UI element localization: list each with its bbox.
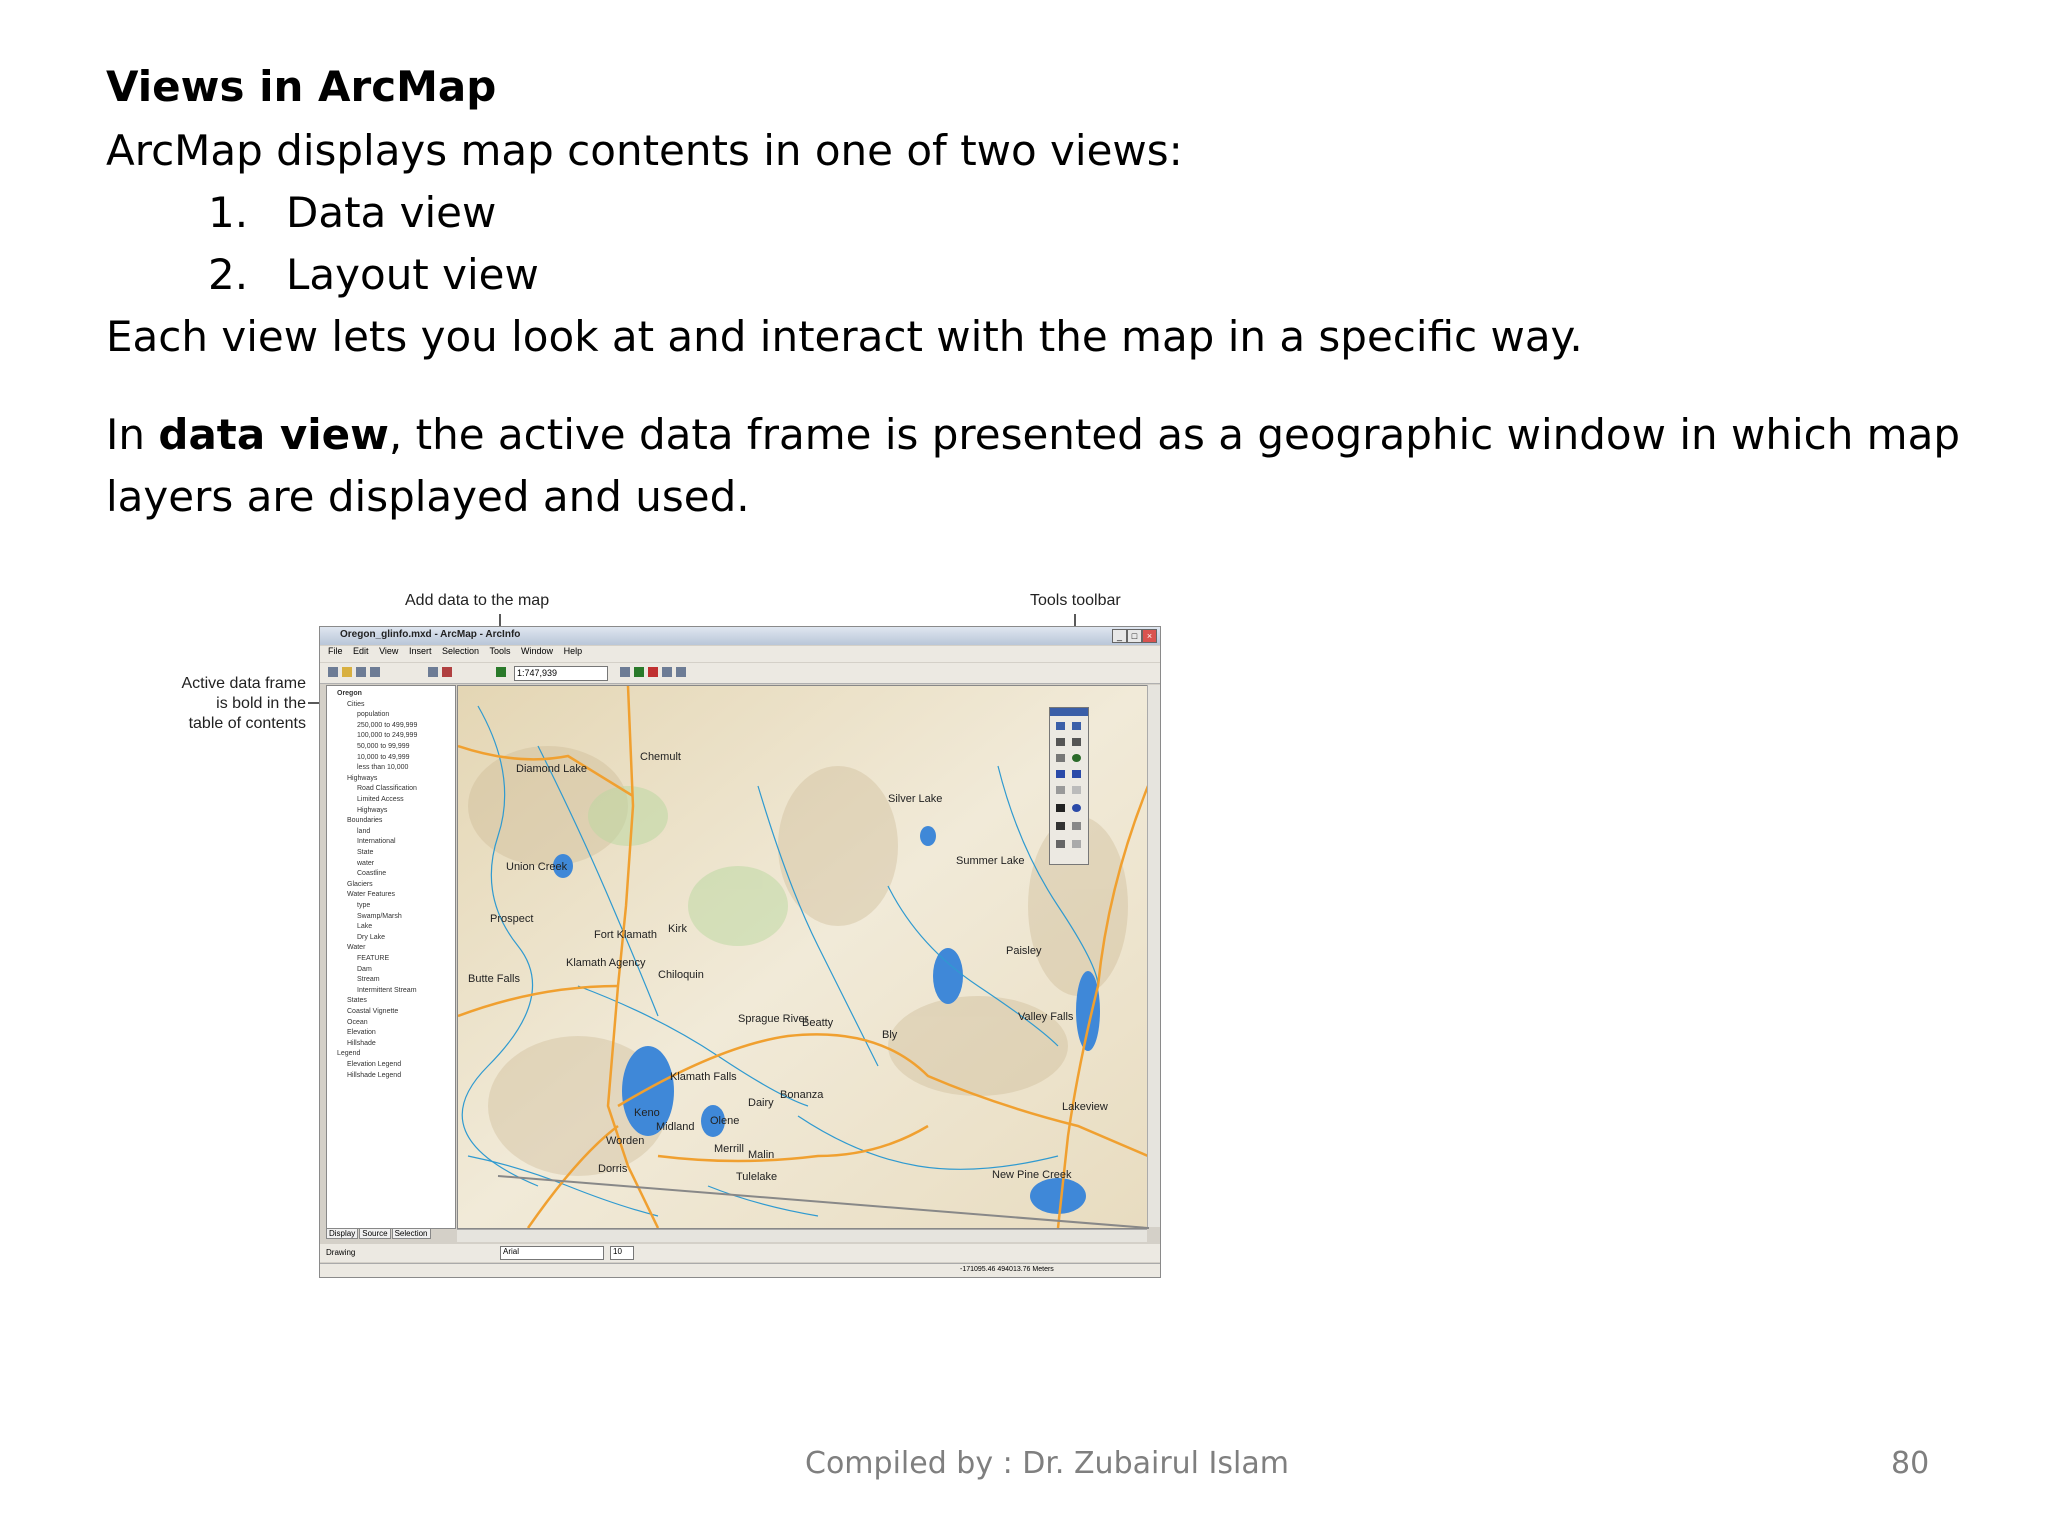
window-titlebar bbox=[320, 627, 1160, 645]
paste-icon[interactable] bbox=[428, 667, 438, 677]
close-button[interactable]: × bbox=[1142, 629, 1157, 643]
status-bar bbox=[320, 1263, 1160, 1277]
toc-row[interactable]: Road Classification bbox=[357, 785, 417, 793]
list-number-2: 2. bbox=[208, 250, 249, 299]
city-label: Prospect bbox=[490, 913, 534, 925]
city-label: Beatty bbox=[802, 1017, 834, 1029]
city-label: Union Creek bbox=[506, 861, 568, 873]
zoom-out-icon[interactable] bbox=[1072, 722, 1081, 730]
city-label: Silver Lake bbox=[888, 793, 943, 805]
city-label: Kirk bbox=[668, 923, 687, 935]
para-rest: , the active data frame is presented as a geographic window in which map layers are displayed and used. bbox=[106, 410, 1960, 521]
city-label: Lakeview bbox=[1062, 1101, 1108, 1113]
find-icon[interactable] bbox=[1056, 822, 1065, 830]
toc-row[interactable]: less than 10,000 bbox=[357, 764, 409, 772]
toc-row[interactable]: type bbox=[357, 902, 371, 909]
toc-row[interactable]: Highways bbox=[347, 774, 378, 782]
toc-row[interactable]: Coastline bbox=[357, 870, 387, 878]
city-label: Bonanza bbox=[780, 1089, 824, 1101]
toc-row[interactable]: Ocean bbox=[347, 1018, 368, 1026]
maximize-button[interactable]: □ bbox=[1127, 629, 1142, 643]
catalog-icon[interactable] bbox=[634, 667, 644, 677]
city-label: Valley Falls bbox=[1018, 1011, 1074, 1023]
map-canvas bbox=[458, 686, 1148, 1228]
toc-row[interactable]: Elevation Legend bbox=[347, 1061, 402, 1068]
city-label: Keno bbox=[634, 1107, 660, 1119]
back-arrow-icon[interactable] bbox=[1056, 770, 1065, 778]
city-label: Fort Klamath bbox=[594, 929, 657, 941]
para-prefix: In bbox=[106, 410, 159, 459]
toc-row[interactable]: Intermittent Stream bbox=[357, 986, 417, 994]
city-label: Worden bbox=[606, 1135, 645, 1147]
toc-row[interactable]: land bbox=[357, 827, 371, 835]
menu-edit[interactable]: Edit bbox=[353, 646, 369, 656]
toc-row[interactable]: FEATURE bbox=[357, 955, 390, 962]
add-data-icon[interactable] bbox=[496, 667, 506, 677]
font-size-select[interactable]: 10 bbox=[610, 1246, 634, 1260]
callout-active-frame-3: table of contents bbox=[188, 715, 306, 732]
save-icon[interactable] bbox=[356, 667, 366, 677]
toc-row[interactable]: 250,000 to 499,999 bbox=[357, 721, 418, 729]
toc-row[interactable]: Highways bbox=[357, 806, 388, 814]
clear-selection-icon[interactable] bbox=[1072, 786, 1081, 794]
pan-icon[interactable] bbox=[1056, 754, 1065, 762]
city-label: Dairy bbox=[748, 1097, 774, 1109]
tools-toolbar-palette bbox=[1049, 707, 1089, 865]
toc-row[interactable]: water bbox=[357, 859, 375, 867]
tab-display[interactable]: Display bbox=[326, 1228, 358, 1239]
zoom-in-icon[interactable] bbox=[1056, 722, 1065, 730]
slide-title: Views in ArcMap bbox=[106, 62, 497, 111]
whats-this-icon[interactable] bbox=[676, 667, 686, 677]
toc-row[interactable]: Swamp/Marsh bbox=[357, 912, 402, 920]
toc-row[interactable]: Boundaries bbox=[347, 817, 383, 825]
callout-active-frame-1: Active data frame bbox=[181, 675, 306, 692]
select-elements-icon[interactable] bbox=[1056, 804, 1065, 812]
footer-compiled-by: Compiled by : Dr. Zubairul Islam bbox=[805, 1446, 1289, 1481]
toc-row[interactable]: Hillshade bbox=[347, 1039, 376, 1047]
city-label: Olene bbox=[710, 1115, 740, 1127]
toc-row[interactable]: Hillshade Legend bbox=[347, 1071, 402, 1079]
toc-row[interactable]: Cities bbox=[347, 700, 365, 708]
city-label: Klamath Agency bbox=[566, 957, 646, 969]
menu-file[interactable]: File bbox=[328, 646, 343, 656]
toc-row[interactable]: Coastal Vignette bbox=[347, 1008, 399, 1015]
page-number: 80 bbox=[1891, 1446, 1930, 1481]
hyperlink-icon[interactable] bbox=[1072, 840, 1081, 848]
command-line-icon[interactable] bbox=[662, 667, 672, 677]
delete-icon[interactable] bbox=[442, 667, 452, 677]
city-label: Diamond Lake bbox=[516, 763, 587, 775]
new-icon[interactable] bbox=[328, 667, 338, 677]
forward-arrow-icon[interactable] bbox=[1072, 770, 1081, 778]
city-label: Butte Falls bbox=[468, 973, 520, 985]
tools-palette-header[interactable] bbox=[1050, 708, 1088, 716]
city-label: Summer Lake bbox=[956, 855, 1025, 867]
identify-icon[interactable] bbox=[1072, 804, 1081, 812]
city-label: Klamath Falls bbox=[670, 1071, 737, 1083]
toc-row[interactable]: Oregon bbox=[337, 690, 362, 697]
toc-row[interactable]: State bbox=[357, 849, 374, 856]
toc-row[interactable]: International bbox=[357, 838, 396, 846]
editor-icon[interactable] bbox=[620, 667, 630, 677]
callout-active-frame-2: is bold in the bbox=[216, 695, 306, 712]
city-label: Chiloquin bbox=[658, 969, 704, 981]
toolbox-icon[interactable] bbox=[648, 667, 658, 677]
minimize-button[interactable]: _ bbox=[1112, 629, 1127, 643]
tab-source[interactable]: Source bbox=[359, 1228, 390, 1239]
city-label: Merrill bbox=[714, 1143, 744, 1155]
intro-text: ArcMap displays map contents in one of two views: bbox=[106, 126, 1183, 175]
toc-row[interactable]: 10,000 to 49,999 bbox=[357, 753, 410, 761]
toc-row[interactable]: Water bbox=[347, 944, 366, 952]
city-label: Chemult bbox=[640, 751, 681, 763]
map-scale-input[interactable]: 1:747,939 bbox=[514, 666, 608, 681]
drawing-menu[interactable]: Drawing bbox=[326, 1248, 356, 1257]
toc-row[interactable]: Glaciers bbox=[347, 880, 373, 888]
each-view-text: Each view lets you look at and interact with the map in a specific way. bbox=[106, 312, 1583, 361]
toc-row[interactable]: population bbox=[357, 711, 390, 719]
city-label: New Pine Creek bbox=[992, 1169, 1072, 1181]
menu-tools[interactable]: Tools bbox=[489, 646, 511, 656]
select-features-icon[interactable] bbox=[1056, 786, 1065, 794]
full-extent-icon[interactable] bbox=[1072, 754, 1081, 762]
para-bold-term: data view bbox=[158, 410, 389, 459]
list-item-data-view: Data view bbox=[286, 188, 497, 237]
toc-row[interactable]: Stream bbox=[357, 976, 380, 984]
toc-row[interactable]: Water Features bbox=[347, 891, 395, 899]
toc-row[interactable]: Elevation bbox=[347, 1029, 376, 1037]
menu-view[interactable]: View bbox=[379, 646, 399, 656]
coordinate-readout: -171095.46 494013.76 Meters bbox=[960, 1266, 1054, 1273]
toc-row[interactable]: 100,000 to 249,999 bbox=[357, 732, 418, 740]
menu-help[interactable]: Help bbox=[563, 646, 583, 656]
city-label: Paisley bbox=[1006, 945, 1042, 957]
toc-row[interactable]: Legend bbox=[337, 1050, 361, 1058]
toc-row[interactable]: States bbox=[347, 997, 367, 1005]
measure-icon[interactable] bbox=[1056, 840, 1065, 848]
city-label: Bly bbox=[882, 1029, 898, 1041]
toc-row[interactable]: Dam bbox=[357, 965, 372, 973]
city-label: Malin bbox=[748, 1149, 775, 1161]
window-title: Oregon_glinfo.mxd - ArcMap - ArcInfo bbox=[340, 629, 521, 640]
fixed-zoom-out-icon[interactable] bbox=[1072, 738, 1081, 746]
toc-row[interactable]: Lake bbox=[357, 923, 373, 931]
open-icon[interactable] bbox=[342, 667, 352, 677]
toc-row[interactable]: 50,000 to 99,999 bbox=[357, 743, 410, 750]
menu-insert[interactable]: Insert bbox=[408, 646, 432, 656]
drawing-toolbar bbox=[320, 1244, 1160, 1262]
city-label: Tulelake bbox=[736, 1171, 778, 1183]
fixed-zoom-in-icon[interactable] bbox=[1056, 738, 1065, 746]
print-icon[interactable] bbox=[370, 667, 380, 677]
map-display[interactable] bbox=[457, 685, 1149, 1229]
callout-add-data: Add data to the map bbox=[405, 592, 550, 609]
go-to-xy-icon[interactable] bbox=[1072, 822, 1081, 830]
menu-bar bbox=[320, 646, 1160, 662]
toc-row[interactable]: Limited Access bbox=[357, 796, 404, 803]
city-label: Midland bbox=[656, 1121, 695, 1133]
font-name-select[interactable]: Arial bbox=[500, 1246, 604, 1260]
table-of-contents bbox=[326, 685, 456, 1229]
menu-window[interactable]: Window bbox=[521, 646, 554, 656]
list-number-1: 1. bbox=[208, 188, 249, 237]
tab-selection[interactable]: Selection bbox=[392, 1228, 431, 1239]
standard-toolbar bbox=[320, 663, 1160, 684]
list-item-layout-view: Layout view bbox=[286, 250, 539, 299]
toc-tabs bbox=[326, 1229, 454, 1243]
map-vertical-scrollbar[interactable] bbox=[1147, 685, 1160, 1227]
menu-selection[interactable]: Selection bbox=[441, 646, 479, 656]
map-horizontal-scrollbar[interactable] bbox=[457, 1229, 1147, 1242]
toc-row[interactable]: Dry Lake bbox=[357, 933, 386, 941]
city-label: Dorris bbox=[598, 1163, 628, 1175]
callout-tools-toolbar: Tools toolbar bbox=[1030, 592, 1121, 609]
city-label: Sprague River bbox=[738, 1013, 809, 1025]
arcmap-window bbox=[319, 626, 1161, 1278]
